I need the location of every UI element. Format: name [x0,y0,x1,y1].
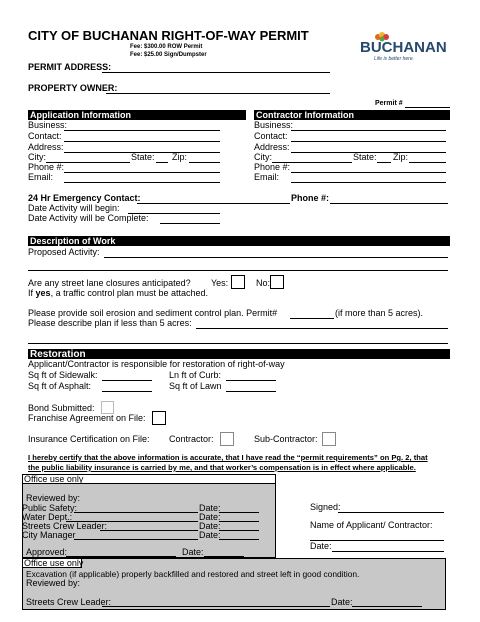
public-safety-date-field[interactable] [219,512,259,513]
streets-crew-field[interactable] [100,530,198,531]
city-manager-label: City Manager [22,530,76,540]
reviewed-by-label: Reviewed by: [26,493,81,503]
app-contact-field[interactable] [64,141,220,142]
erosion-plan-text: Please provide soil erosion and sediment control plan. Permit# [28,308,278,318]
emergency-phone-label: Phone #: [291,193,330,203]
office-use-label-1: Office use only [24,474,84,484]
permit-address-field[interactable] [102,72,330,73]
traffic-plan-note [28,288,208,299]
erosion-plan-suffix: (if more than 5 acres). [335,308,424,318]
water-dept-date-field[interactable] [219,521,259,522]
sidewalk-field[interactable] [102,380,152,381]
city-logo [360,30,445,66]
app-email-field[interactable] [64,182,220,183]
restoration-responsibility: Applicant/Contractor is responsible for restoration of right-of-way [28,359,285,369]
con-state-label: State: [353,152,377,162]
describe-plan-field-2[interactable] [28,343,448,344]
app-phone-field[interactable] [64,172,220,173]
signed-label: Signed: [310,502,341,512]
fee-row-sign: Fee: $25.00 Sign/Dumpster [130,52,207,58]
app-city-label: City: [28,152,46,162]
lane-closure-yes-label: Yes: [211,278,229,288]
lane-closure-no-label: No: [256,278,271,288]
city-manager-field[interactable] [74,539,198,540]
bond-submitted-label: Bond Submitted: [28,403,95,413]
office2-streets-field[interactable] [102,606,330,607]
lane-closure-no-checkbox[interactable] [270,275,284,289]
office2-date-label: Date: [331,597,353,607]
traffic-plan-yes: yes [35,288,51,298]
app-email-label: Email: [28,172,54,182]
emergency-phone-field[interactable] [330,203,448,204]
office2-date-field[interactable] [352,606,422,607]
proposed-activity-label: Proposed Activity: [28,247,100,257]
con-business-field[interactable] [291,130,446,131]
asphalt-label: Sq ft of Asphalt: [28,381,92,391]
emergency-contact-label: 24 Hr Emergency Contact: [28,193,141,203]
lane-closure-yes-checkbox[interactable] [231,275,245,289]
streets-crew-label: Streets Crew Leader: [22,521,108,531]
lawn-label: Sq ft of Lawn [169,381,222,391]
office-use-label-2: Office use only [24,558,84,568]
signed-field[interactable] [338,512,444,513]
water-dept-date-label: Date: [199,512,221,522]
permit-address-label: PERMIT ADDRESS: [28,62,112,72]
public-safety-field[interactable] [74,512,198,513]
describe-plan-field-1[interactable] [196,328,448,329]
date-complete-label: Date Activity will be Complete: [28,213,149,223]
franchise-checkbox[interactable] [152,411,166,425]
insurance-subcontractor-checkbox[interactable] [322,432,336,446]
con-email-label: Email: [254,172,280,182]
con-zip-label: Zip: [393,152,409,162]
signature-date-field[interactable] [332,551,444,552]
office2-streets-label: Streets Crew Leader: [26,597,112,607]
curb-label: Ln ft of Curb: [169,370,222,380]
con-business-label: Business: [254,120,294,130]
sidewalk-label: Sq ft of Sidewalk: [28,370,98,380]
application-info-heading: Application Information [28,110,246,120]
approved-date-field[interactable] [204,556,244,557]
property-owner-label: PROPERTY OWNER: [28,83,118,93]
traffic-plan-rest: , a traffic control plan must be attached. [50,288,208,298]
date-complete-field[interactable] [160,223,220,224]
app-zip-label: Zip: [172,152,188,162]
excavation-note: Excavation (if applicable) properly backfilled and restored and street left in good condition. [26,569,360,579]
insurance-contractor-label: Contractor: [169,434,214,444]
con-contact-field[interactable] [291,141,446,142]
description-heading: Description of Work [28,236,450,246]
logo-tagline: Life is better here. [374,56,415,62]
applicant-name-label: Name of Applicant/ Contractor: [310,520,433,530]
water-dept-label: Water Dept.: [22,512,73,522]
insurance-contractor-checkbox[interactable] [220,432,234,446]
page-title: CITY OF BUCHANAN RIGHT-OF-WAY PERMIT [28,28,309,43]
app-business-label: Business: [28,120,68,130]
insurance-label: Insurance Certification on File: [28,434,150,444]
restoration-heading: Restoration [28,349,450,359]
app-address-label: Address: [28,142,64,152]
con-address-label: Address: [254,142,290,152]
property-owner-field[interactable] [106,93,330,94]
traffic-plan-if: If [28,288,34,298]
con-zip-field[interactable] [409,162,446,163]
curb-field[interactable] [226,380,276,381]
app-state-label: State: [131,152,155,162]
app-contact-label: Contact: [28,131,62,141]
permit-number-field[interactable] [405,107,450,108]
certification-line-2: the public liability insurance is carried by me, and that worker’s compensation is in effect where applicable. [28,463,416,472]
approved-date-label: Date: [182,547,204,557]
app-zip-field[interactable] [189,162,220,163]
city-manager-date-field[interactable] [219,539,259,540]
proposed-activity-field-2[interactable] [28,270,448,271]
signature-date-label: Date: [310,541,332,551]
app-state-field[interactable] [156,162,168,163]
approved-field[interactable] [66,556,176,557]
public-safety-date-label: Date: [199,503,221,513]
proposed-activity-field-1[interactable] [104,257,448,258]
permit-number-label: Permit # [375,100,403,107]
contractor-info-heading: Contractor Information [254,110,450,120]
con-state-field[interactable] [377,162,391,163]
con-email-field[interactable] [291,182,446,183]
asphalt-field[interactable] [102,391,152,392]
app-business-field[interactable] [64,130,220,131]
office2-reviewed-label: Reviewed by: [26,578,81,588]
insurance-subcontractor-label: Sub-Contractor: [254,434,318,444]
con-city-label: City: [254,152,272,162]
describe-plan-label: Please describe plan if less than 5 acres: [28,318,192,328]
con-phone-label: Phone #: [254,162,291,172]
city-manager-date-label: Date: [199,530,221,540]
franchise-label: Franchise Agreement on File: [28,413,146,423]
app-phone-label: Phone #: [28,162,65,172]
approved-label: Approved: [26,547,68,557]
certification-line-1: I hereby certify that the above information is accurate, that I have read the “permit requirements” on Pg. 2, that [28,453,428,462]
lawn-field[interactable] [226,391,276,392]
streets-crew-date-label: Date: [199,521,221,531]
emergency-contact-field[interactable] [137,203,290,204]
con-phone-field[interactable] [291,172,446,173]
public-safety-label: Public Safety: [22,503,78,513]
fee-row-permit: Fee: $300.00 ROW Permit [130,44,203,50]
date-begin-label: Date Activity will begin: [28,203,120,213]
logo-text: BUCHANAN [360,39,447,56]
con-contact-label: Contact: [254,131,288,141]
lane-closure-question: Are any street lane closures anticipated? [28,278,191,288]
streets-crew-date-field[interactable] [219,530,259,531]
erosion-permit-field[interactable] [290,318,334,319]
